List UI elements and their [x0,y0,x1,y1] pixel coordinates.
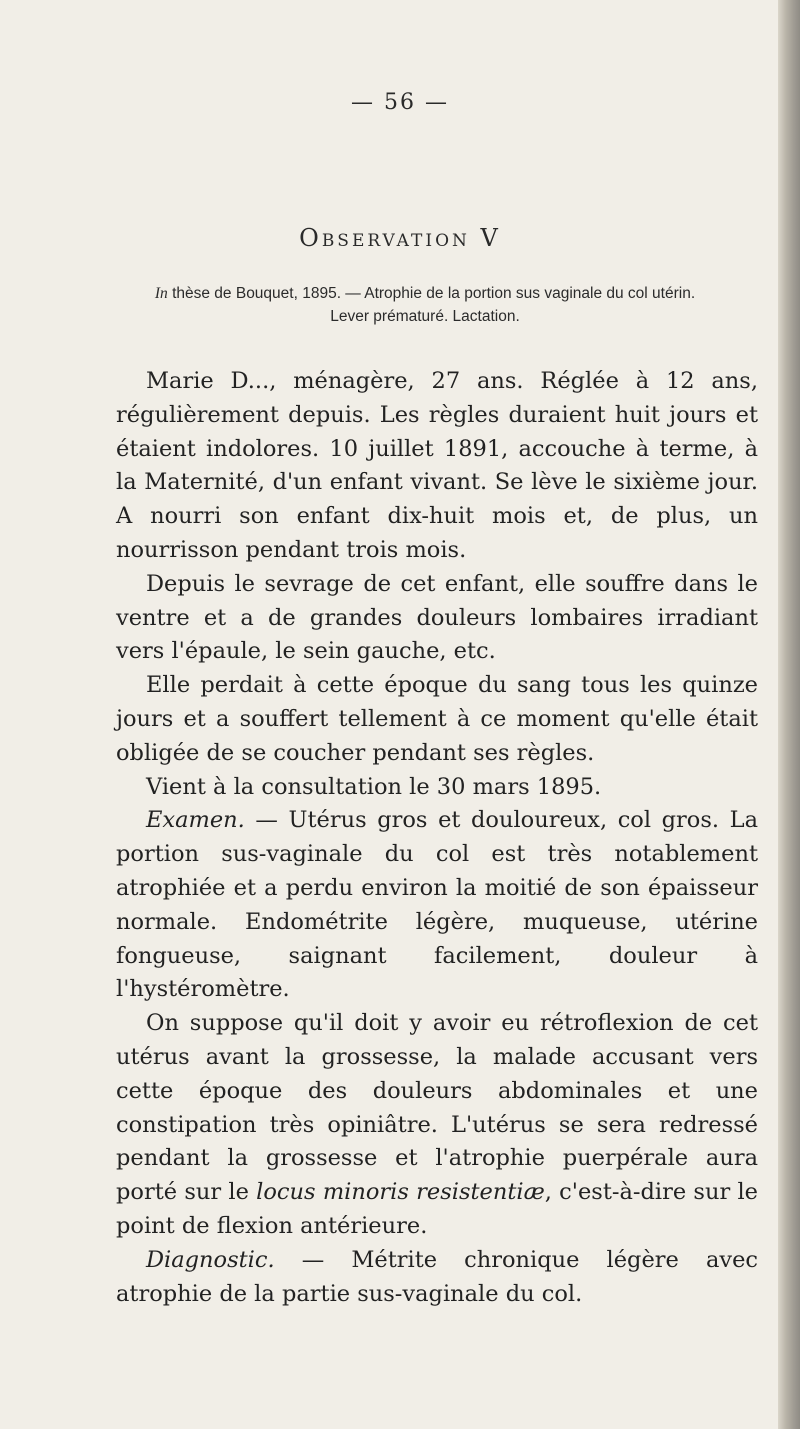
examen-text: — Utérus gros et douloureux, col gros. La portion sus-vaginale du col est très notablement atrophiée et a perdu environ la moitié de son épaisseur normale. Endométrite légère, muqueuse, utérine fongueuse, saignant facilement, douleur à l'hystéromètre. [116,807,758,1003]
diagnostic-text: — Métrite chronique légère avec atrophie de la partie sus-vaginale du col. [116,1246,758,1307]
paragraph-consultation: Vient à la consultation le 30 mars 1895. [146,773,602,800]
paragraph-patient-history: Marie D..., ménagère, 27 ans. Réglée à 12 ans, régulièrement depuis. Les règles duraient huit jours et étaient indolores. 10 juillet 1891, accouche à terme, à la Maternité, d'un enfant vivant. Se lève le sixième jour. A nourri son enfant dix-huit mois et, de plus, un nourrisson pendant trois mois. [116,368,758,563]
diagnostic-label: Diagnostic. [146,1246,275,1273]
observation-body [116,365,758,1311]
paragraph-symptoms: Depuis le sevrage de cet enfant, elle souffre dans le ventre et a de grandes douleurs lombaires irradiant vers l'épaule, le sein gauche, etc. [116,570,758,665]
paragraph-hypothesis [116,1007,758,1244]
paragraph-bleeding: Elle perdait à cette époque du sang tous les quinze jours et a souffert tellement à ce moment qu'elle était obligée de se coucher pendant ses règles. [116,672,758,766]
source-reference-text: thèse de Bouquet, 1895. — Atrophie de la portion sus vaginale du col utérin. [172,285,696,302]
hypothesis-text-end: , c'est-à-dire sur le point de flexion antérieure. [116,1179,758,1239]
observation-title: Observation V [299,224,501,252]
paragraph-diagnostic [116,1244,758,1312]
source-reference [85,282,765,328]
source-in: In [154,285,168,302]
binding-edge [778,0,800,1429]
hypothesis-latin-term: locus minoris resistentiæ [256,1179,545,1206]
source-reference-line2: Lever prématuré. Lactation. [330,308,520,325]
page-number: — 56 — [351,90,449,115]
hypothesis-text-start: On suppose qu'il doit y avoir eu rétroflexion de cet utérus avant la grossesse, la malade accusant vers cette époque des douleurs abdominales et une constipation très opiniâtre. L'utérus se sera redressé pendant la grossesse et l'atrophie puerpérale aura porté sur le [116,1010,758,1206]
examen-label: Examen. [146,807,245,834]
paragraph-examen [116,804,758,1007]
